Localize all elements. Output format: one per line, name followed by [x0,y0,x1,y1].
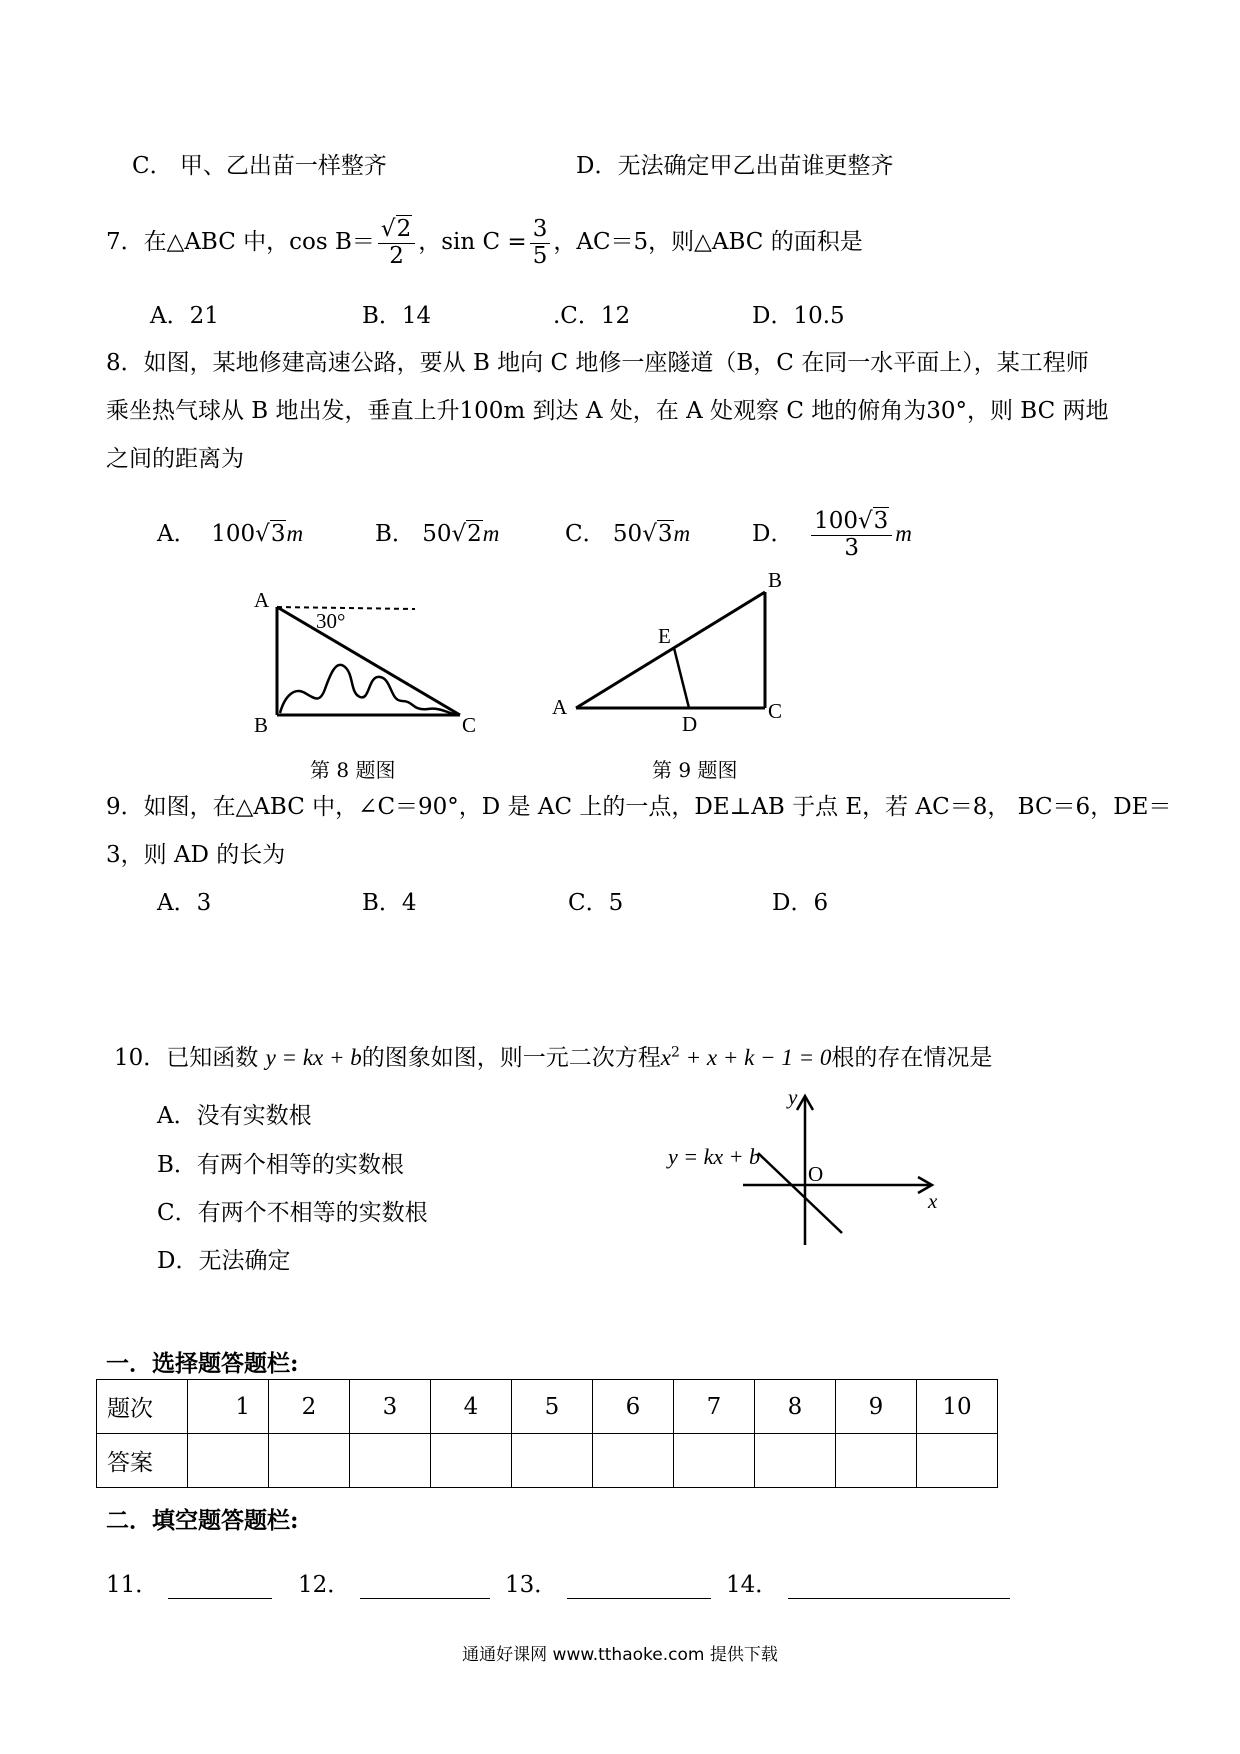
q7-option-d: D．10.5 [752,303,845,329]
table-cell-number: 1 [188,1380,269,1434]
fig9-label-b: B [768,568,783,592]
q8-option-b-rad: 2 [467,521,482,547]
q10-stem [114,1039,992,1072]
fig10-label-y: y [788,1085,798,1109]
table-cell-number: 4 [431,1380,512,1434]
q10-eq-rest: + x + k − 1 = 0 [679,1045,832,1070]
blank-14-line[interactable] [788,1574,1010,1599]
answer-cell-3[interactable] [350,1434,431,1488]
table-cell-number: 6 [593,1380,674,1434]
fig8-caption: 第 8 题图 [310,758,396,782]
blank-11-label: 11． [106,1572,159,1598]
q9-line-1: 9．如图，在△ABC 中，∠C＝90°，D 是 AC 上的一点，DE⊥AB 于点 E，若 AC＝8， BC＝6，DE＝ [106,794,1172,820]
answer-cell-8[interactable] [755,1434,836,1488]
section1-title: 一．选择题答题栏: [106,1350,299,1377]
q8-option-c-label: C． [565,521,606,547]
blank-11-line[interactable] [168,1574,272,1599]
fig9-caption: 第 9 题图 [652,758,738,782]
table-cell-number: 10 [917,1380,998,1434]
q8-option-a-rad: 3 [270,521,286,547]
blank-12-line[interactable] [360,1574,490,1599]
q10-suffix: 根的存在情况是 [831,1045,993,1071]
fig10-function-line [758,1153,842,1233]
q8-option-d-label: D． [752,521,794,547]
q7-suffix: ，AC＝5，则△ABC 的面积是 [553,229,863,255]
section2-title: 二．填空题答题栏: [106,1507,299,1534]
fig10-label-x: x [928,1189,938,1213]
figure-8 [250,585,490,745]
q8-option-d [752,500,912,568]
q7-option-c: .C．12 [553,303,631,329]
blank-13-line[interactable] [567,1574,711,1599]
answer-table-row-answers [97,1434,998,1488]
answer-table [96,1379,998,1488]
q8-line-3: 之间的距离为 [106,446,244,472]
blank-12-label: 12． [298,1572,351,1598]
q8-option-c-unit: m [673,521,691,546]
q9-option-c: C．5 [568,890,624,916]
fig9-label-a: A [552,695,568,719]
table-cell-number: 3 [350,1380,431,1434]
q7-sin-num: 3 [530,217,551,243]
fig9-label-d: D [682,712,698,736]
q10-option-c: C．有两个不相等的实数根 [157,1200,428,1226]
q10-option-b: B．有两个相等的实数根 [157,1152,404,1178]
q8-line-1: 8．如图，某地修建高速公路，要从 B 地向 C 地修一座隧道（B，C 在同一水平面上），某工程师 [106,350,1089,376]
q10-prefix: 10．已知函数 [114,1045,259,1071]
figure-10 [668,1085,950,1250]
q8-option-d-unit: m [895,521,912,546]
q9-option-b: B．4 [362,890,417,916]
fig8-side-ac [277,607,460,715]
answer-cell-6[interactable] [593,1434,674,1488]
fig8-angle-label: 30° [316,609,346,633]
blank-14-label: 14． [726,1572,779,1598]
q8-option-a-label: A． [157,521,197,547]
fig9-label-c: C [768,699,783,723]
q8-option-b-label: B． [375,521,415,547]
q8-option-b: B． 50√2m [375,521,500,547]
q7-stem [106,208,863,276]
answer-cell-7[interactable] [674,1434,755,1488]
fig8-horizontal-dash [277,607,415,609]
q7-cos-den: 2 [389,242,404,269]
q8-option-b-unit: m [482,521,500,546]
q8-option-d-num-rad: 3 [873,508,889,535]
q7-sin-fraction [530,217,551,269]
q8-option-d-fraction: $\frac{100√3}{3}$ [811,509,892,561]
q7-prefix: 7．在△ABC 中，cos B＝ [106,229,375,255]
blank-13-label: 13． [505,1572,558,1598]
fig8-label-c: C [462,713,477,737]
q8-option-a-unit: m [286,521,304,546]
q9-option-a: A．3 [157,890,212,916]
q10-eq-x: x [660,1045,671,1070]
q9-line-2: 3，则 AD 的长为 [106,842,286,868]
blank-11 [106,1566,272,1599]
table-cell-number: 9 [836,1380,917,1434]
fig8-label-b: B [254,713,269,737]
q6-option-d: D．无法确定甲乙出苗谁更整齐 [576,153,894,179]
answer-cell-5[interactable] [512,1434,593,1488]
q8-option-a-coef: 100 [211,521,256,547]
table-head-answer: 答案 [97,1434,188,1488]
fig9-label-e: E [658,624,671,648]
table-cell-number: 7 [674,1380,755,1434]
q8-option-c-coef: 50 [612,521,643,547]
blank-12 [298,1566,490,1599]
q7-cos-num: 2 [396,216,412,243]
q8-option-b-coef: 50 [422,521,452,547]
q7-cos-fraction: $\frac{√2}{2}$ [378,217,415,269]
answer-cell-1[interactable] [188,1434,269,1488]
table-cell-number: 5 [512,1380,593,1434]
q7-option-a: A．21 [150,303,219,329]
blank-13 [505,1566,711,1599]
q8-option-c-rad: 3 [657,521,673,547]
answer-cell-4[interactable] [431,1434,512,1488]
q10-eq-exponent: 2 [670,1044,680,1061]
answer-cell-9[interactable] [836,1434,917,1488]
q9-option-d: D．6 [772,890,829,916]
table-head-question: 题次 [97,1380,188,1434]
q8-option-c: C． 50√3m [565,521,691,547]
fig9-side-ab [576,592,765,708]
page-footer: 通通好课网 www.tthaoke.com 提供下载 [462,1645,778,1665]
answer-cell-10[interactable] [917,1434,998,1488]
q7-sin-label: ，sin C = [418,229,527,255]
q8-option-d-den: 3 [844,534,859,561]
q8-line-2: 乘坐热气球从 B 地出发，垂直上升100m 到达 A 处，在 A 处观察 C 地的俯角为30°，则 BC 两地 [106,398,1109,424]
q10-mid: 的图象如图，则一元二次方程 [361,1045,661,1071]
q8-option-d-num-coef: 100 [814,508,858,535]
table-cell-number: 2 [269,1380,350,1434]
fig8-mountain-curve [280,665,460,715]
table-cell-number: 8 [755,1380,836,1434]
q10-option-a: A．没有实数根 [157,1103,312,1129]
answer-table-row-numbers [97,1380,998,1434]
q8-option-a: A． 100√3m [157,521,304,547]
figure-9 [550,570,790,740]
answer-cell-2[interactable] [269,1434,350,1488]
fig8-label-a: A [254,588,270,612]
q7-sin-den: 5 [532,242,548,269]
blank-14 [726,1566,1010,1599]
q10-option-d: D．无法确定 [157,1248,291,1274]
q7-option-b: B．14 [362,303,432,329]
fig10-function-label: y = kx + b [668,1144,760,1169]
q10-function: y = kx + b [265,1045,362,1070]
q6-option-c: C． 甲、乙出苗一样整齐 [132,153,387,179]
fig10-label-o: O [808,1162,824,1186]
fig9-segment-de [674,648,689,708]
